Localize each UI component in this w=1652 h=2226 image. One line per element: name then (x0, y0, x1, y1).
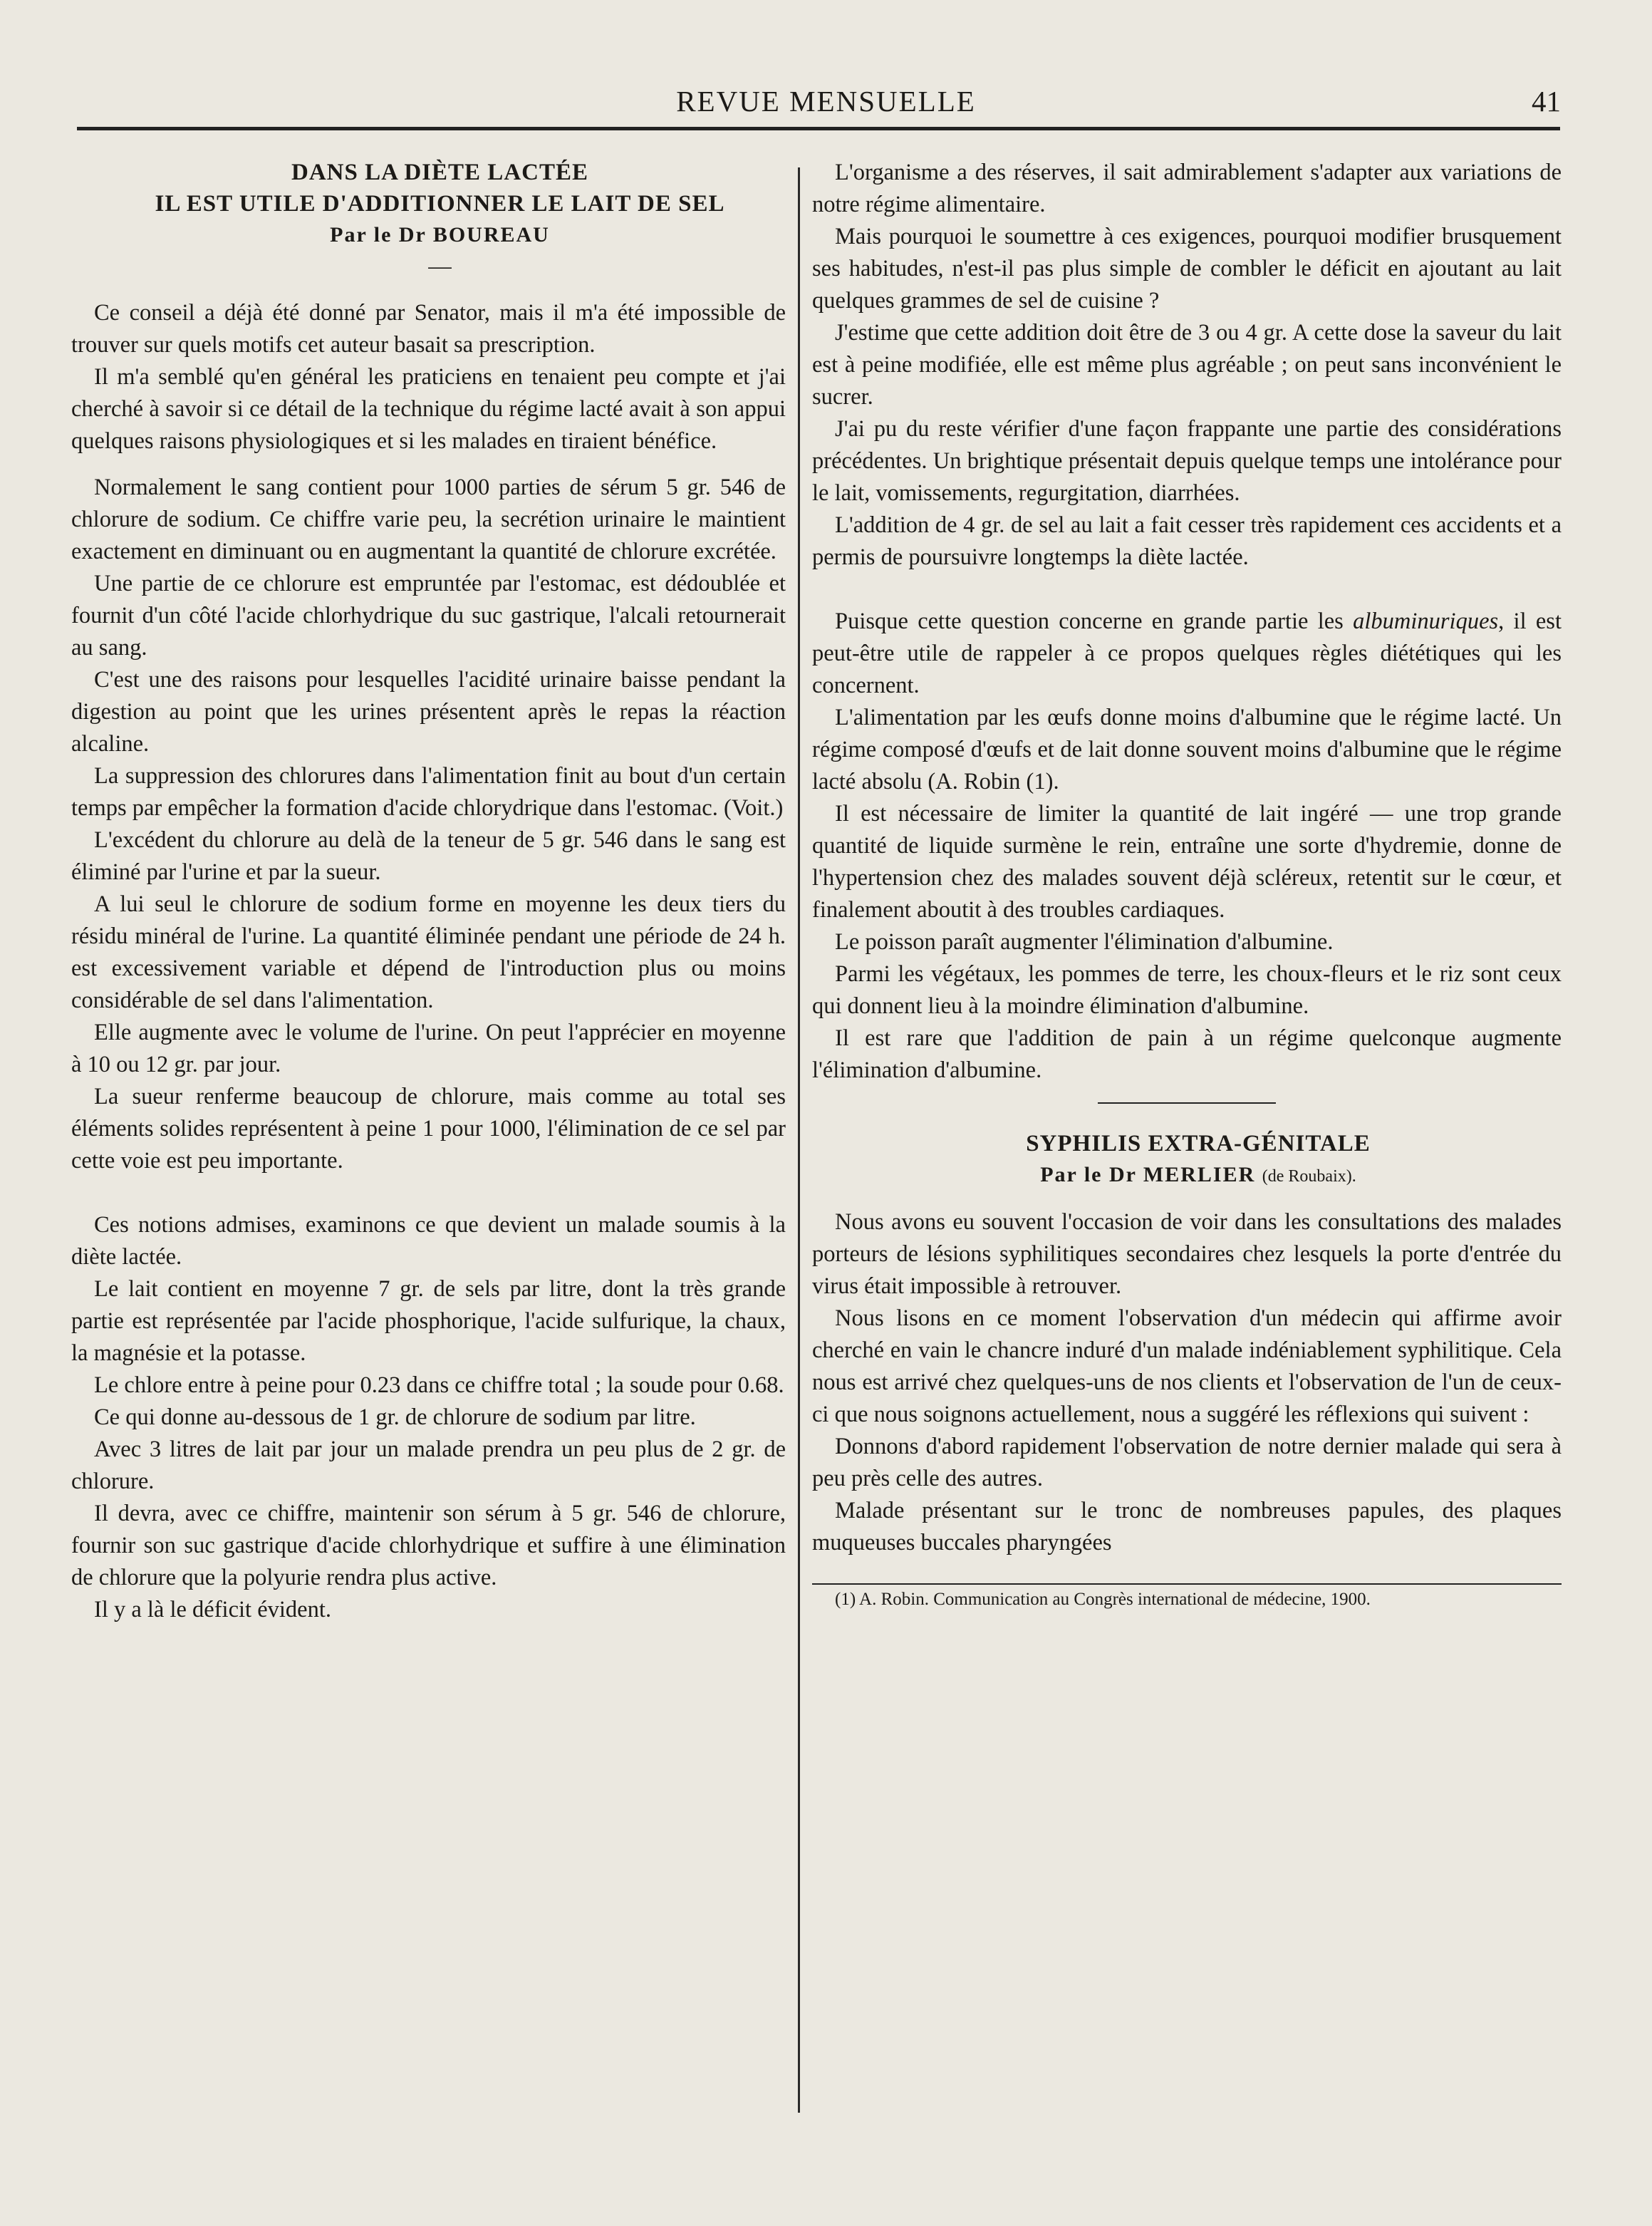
paragraph (812, 606, 1562, 702)
right-column (812, 157, 1562, 1610)
paragraph: L'excédent du chlorure au delà de la teneur de 5 gr. 546 dans le sang est éliminé par l'urine et par la sueur. (71, 827, 786, 885)
column-divider (798, 167, 800, 2113)
paragraph: J'ai pu du reste vérifier d'une façon frappante une partie des considérations précédentes. Un brightique présentait depuis quelque temps une intolérance pour le lait, vomissements, regurgitation, diarrhées. (812, 416, 1562, 506)
italic-term: albuminuriques (1353, 609, 1499, 634)
section-separator (1098, 1102, 1276, 1104)
article-author: Par le Dr BOUREAU (330, 223, 550, 247)
paragraph: Il est nécessaire de limiter la quantité de lait ingéré — une trop grande quantité de liquide surmène le rein, entraîne une sorte d'hydremie, donne de l'hypertension chez des malades souvent déjà scléreux, retentit sur le cœur, et finalement aboutit à des troubles cardiaques. (812, 801, 1562, 923)
paragraph: Malade présentant sur le tronc de nombreuses papules, des plaques muqueuses buccales pharyngées (812, 1498, 1562, 1555)
paragraph: Le poisson paraît augmenter l'élimination d'albumine. (835, 929, 1334, 955)
paragraph: Il est rare que l'addition de pain à un régime quelconque augmente l'élimination d'albumine. (812, 1025, 1562, 1083)
paragraph-text: , il est peut-être utile de rappeler à ce propos quelques règles diététiques qui les concernent. (812, 609, 1562, 698)
paragraph: A lui seul le chlorure de sodium forme en moyenne les deux tiers du résidu minéral de l'urine. La quantité éliminée pendant une période de 24 h. est excessivement variable et dépend de l'introduction plus ou moins considérable de sel dans l'alimentation. (71, 891, 786, 1013)
header-rule (77, 127, 1560, 130)
left-column (71, 157, 786, 1626)
paragraph: Nous avons eu souvent l'occasion de voir dans les consultations des malades porteurs de lésions syphilitiques secondaires chez lesquels la porte d'entrée du virus était impossible à retrouver. (812, 1209, 1562, 1299)
paragraph: Nous lisons en ce moment l'observation d'un médecin qui affirme avoir cherché en vain le chancre induré d'un malade indéniablement syphilitique. Cela nous est arrivé chez quelques-uns de nos clients et l'observation de l'un de ceux-ci que nous soignons actuellement, nous a suggéré les réflexions qui suivent : (812, 1305, 1562, 1427)
paragraph: La suppression des chlorures dans l'alimentation finit au bout d'un certain temps par empêcher la formation d'acide chlorydrique dans l'estomac. (Voit.) (71, 763, 786, 821)
footnote: (1) A. Robin. Communication au Congrès international de médecine, 1900. (835, 1590, 1371, 1609)
paragraph: L'organisme a des réserves, il sait admirablement s'adapter aux variations de notre régime alimentaire. (812, 160, 1562, 217)
paragraph: Une partie de ce chlorure est empruntée par l'estomac, est dédoublée et fournit d'un côté l'acide chlorhydrique du suc gastrique, l'alcali retournerait au sang. (71, 571, 786, 661)
article-title-line-2: IL EST UTILE D'ADDITIONNER LE LAIT DE SEL (155, 191, 725, 217)
article-title: SYPHILIS EXTRA-GÉNITALE (1026, 1131, 1371, 1156)
paragraph: Le lait contient en moyenne 7 gr. de sels par litre, dont la très grande partie est représentée par l'acide phosphorique, l'acide sulfurique, la chaux, la magnésie et la potasse. (71, 1276, 786, 1366)
author-name: Par le Dr MERLIER (1040, 1163, 1256, 1186)
paragraph: L'alimentation par les œufs donne moins d'albumine que le régime lacté. Un régime composé d'œufs et de lait donne souvent moins d'albumine que le régime lacté absolu (A. Robin (1). (812, 705, 1562, 794)
paragraph: L'addition de 4 gr. de sel au lait a fait cesser très rapidement ces accidents et a permis de poursuivre longtemps la diète lactée. (812, 512, 1562, 570)
paragraph: Avec 3 litres de lait par jour un malade prendra un peu plus de 2 gr. de chlorure. (71, 1436, 786, 1494)
paragraph-text: Puisque cette question concerne en grande partie les (835, 609, 1344, 634)
paragraph: Ce qui donne au-dessous de 1 gr. de chlorure de sodium par litre. (94, 1404, 696, 1430)
page-number: 41 (1532, 85, 1561, 118)
paragraph: La sueur renferme beaucoup de chlorure, mais comme au total ses éléments solides représentent à peine 1 pour 1000, l'élimination de ce sel par cette voie est peu importante. (71, 1084, 786, 1174)
paragraph: J'estime que cette addition doit être de 3 ou 4 gr. A cette dose la saveur du lait est à peine modifiée, elle est même plus agréable ; on peut sans inconvénient le sucrer. (812, 320, 1562, 410)
author-location: (de Roubaix). (1262, 1167, 1356, 1186)
article-author (812, 1159, 1562, 1192)
paragraph: Mais pourquoi le soumettre à ces exigences, pourquoi modifier brusquement ses habitudes, n'est-il pas plus simple de combler le déficit en ajoutant au lait quelques grammes de sel de cuisine ? (812, 224, 1562, 314)
paragraph: Il m'a semblé qu'en général les praticiens en tenaient peu compte et j'ai cherché à savoir si ce détail de la technique du régime lacté avait à son appui quelques raisons physiologiques et si les malades en tiraient bénéfice. (71, 364, 786, 454)
paragraph: Ce conseil a déjà été donné par Senator, mais il m'a été impossible de trouver sur quels motifs cet auteur basait sa prescription. (71, 300, 786, 358)
footnote-rule (812, 1583, 1562, 1585)
paragraph: Il y a là le déficit évident. (94, 1597, 331, 1622)
paragraph: Il devra, avec ce chiffre, maintenir son sérum à 5 gr. 546 de chlorure, fournir son suc gastrique d'acide chlorhydrique et suffire à une élimination de chlorure que la polyurie rendra plus active. (71, 1501, 786, 1590)
article-title-line-1: DANS LA DIÈTE LACTÉE (291, 160, 589, 185)
paragraph: Donnons d'abord rapidement l'observation de notre dernier malade qui sera à peu près celle des autres. (812, 1434, 1562, 1491)
paragraph: Ces notions admises, examinons ce que devient un malade soumis à la diète lactée. (71, 1212, 786, 1270)
paragraph: Normalement le sang contient pour 1000 parties de sérum 5 gr. 546 de chlorure de sodium. Ce chiffre varie peu, la secrétion urinaire le maintient exactement en diminuant ou en augmentant la quantité de chlorure excrétée. (71, 475, 786, 564)
running-header-title: REVUE MENSUELLE (676, 85, 976, 118)
paragraph: Parmi les végétaux, les pommes de terre, les choux-fleurs et le riz sont ceux qui donnent lieu à la moindre élimination d'albumine. (812, 961, 1562, 1019)
paragraph: Elle augmente avec le volume de l'urine. On peut l'apprécier en moyenne à 10 ou 12 gr. par jour. (71, 1020, 786, 1077)
paragraph: Le chlore entre à peine pour 0.23 dans ce chiffre total ; la soude pour 0.68. (94, 1372, 784, 1398)
paragraph: C'est une des raisons pour lesquelles l'acidité urinaire baisse pendant la digestion au point que les urines présentent après le repas la réaction alcaline. (71, 667, 786, 757)
title-dash: — (428, 254, 452, 279)
